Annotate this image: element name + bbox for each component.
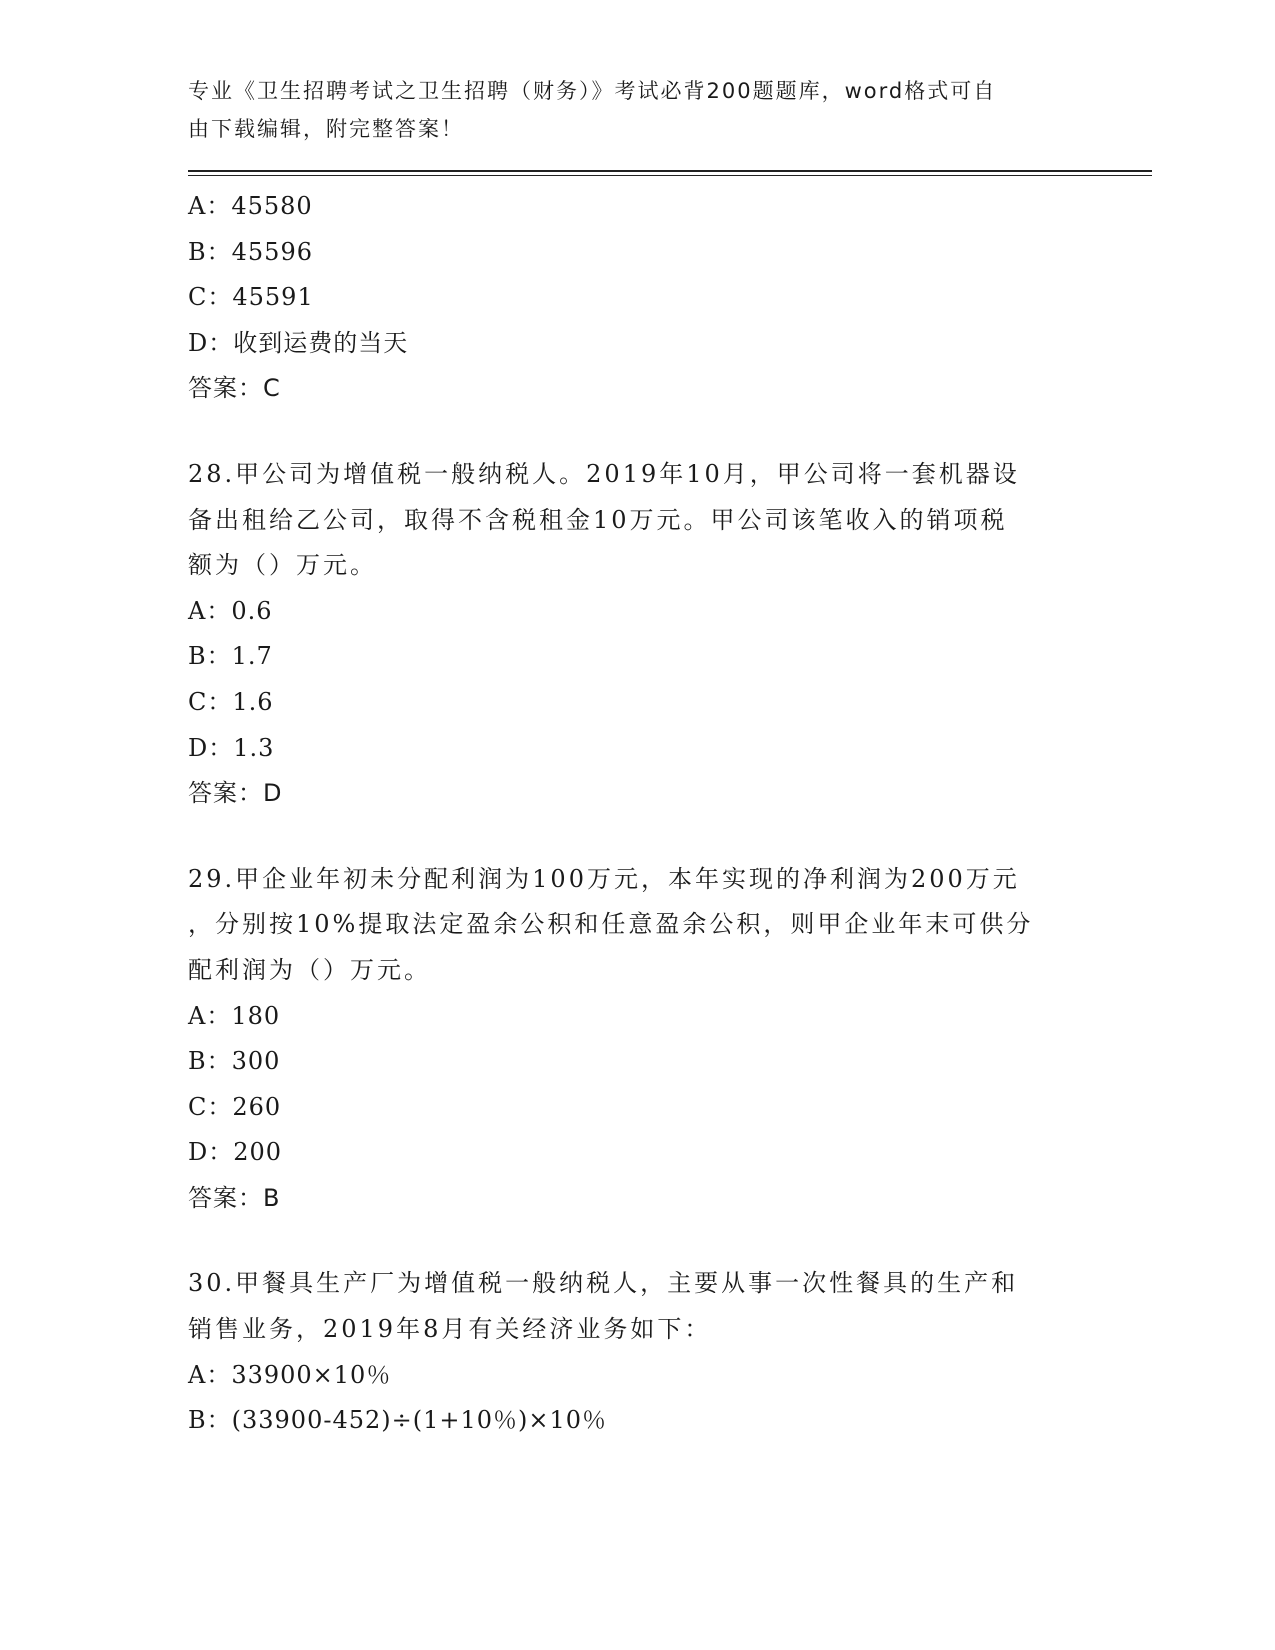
option-b: B：(33900-452)÷(1+10％)×10％ (188, 1406, 608, 1435)
option-d: D：1.3 (188, 733, 275, 762)
question-block-29 (188, 857, 1088, 1222)
option-c: C：260 (188, 1092, 282, 1121)
document-page (188, 72, 1088, 1444)
question-block-30 (188, 1261, 1088, 1443)
option-b: B：300 (188, 1047, 281, 1076)
question-text: 28.甲公司为增值税一般纳税人。2019年10月，甲公司将一套机器设 备出租给乙公司，取得不含税租金10万元。甲公司该笔收入的销项税 额为（）万元。 (188, 459, 1020, 580)
answer-line: 答案：B (188, 1183, 281, 1212)
option-c: C：45591 (188, 283, 314, 312)
option-c: C：1.6 (188, 687, 274, 716)
option-a: A：0.6 (188, 596, 273, 625)
option-d: D：收到运费的当天 (188, 328, 409, 357)
divider-thin (188, 175, 1152, 176)
question-text: 29.甲企业年初未分配利润为100万元，本年实现的净利润为200万元 ，分别按10%提取法定盈余公积和任意盈余公积，则甲企业年末可供分 配利润为（）万元。 (188, 864, 1034, 984)
option-b: B：1.7 (188, 642, 273, 671)
question-block-27 (188, 184, 1088, 412)
option-b: B：45596 (188, 237, 313, 266)
option-d: D：200 (188, 1138, 283, 1167)
option-a: A：45580 (188, 192, 313, 220)
question-text: 30.甲餐具生产厂为增值税一般纳税人，主要从事一次性餐具的生产和 销售业务，2019年8月有关经济业务如下： (188, 1269, 1019, 1344)
question-block-28 (188, 452, 1088, 817)
header-divider (188, 170, 1088, 176)
option-a: A：33900×10％ (188, 1360, 392, 1389)
divider-thick (188, 170, 1152, 172)
answer-line: 答案：C (188, 374, 281, 403)
option-a: A：180 (188, 1001, 281, 1030)
document-header: 专业《卫生招聘考试之卫生招聘（财务）》考试必背200题题库，word格式可自 由下载编辑，附完整答案！ (188, 79, 997, 141)
answer-line: 答案：D (188, 779, 283, 808)
